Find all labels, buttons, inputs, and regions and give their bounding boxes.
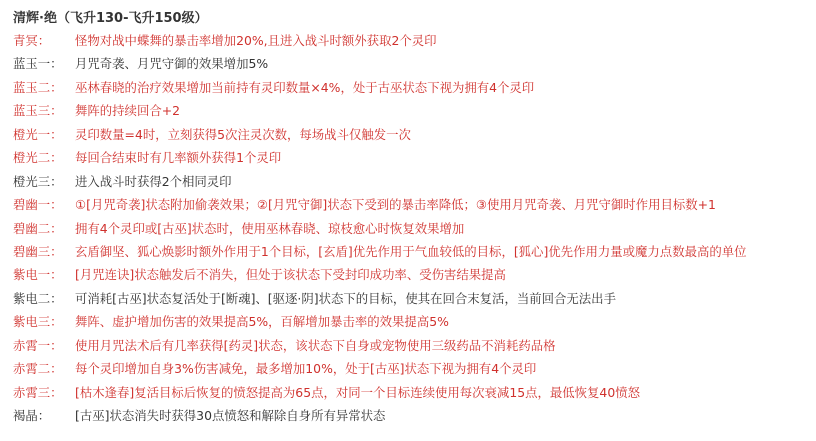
effect-label: 赤霄二： <box>13 361 63 377</box>
effect-text: 玄盾御坚、狐心焕影时额外作用于1个目标，[玄盾]优先作用于气血较低的目标，[狐心]优先作用力量或魔力点数最高的单位 <box>75 243 747 259</box>
effect-label: 青冥： <box>13 33 51 48</box>
effect-text: 每个灵印增加自身3%伤害减免，最多增加10%，处于[古巫]状态下视为拥有4个灵印 <box>75 361 537 377</box>
effect-row <box>13 170 816 193</box>
effect-row <box>13 99 816 122</box>
effect-row <box>13 381 816 404</box>
effect-text: 舞阵、虚护增加伤害的效果提高5%，百解增加暴击率的效果提高5% <box>75 314 449 330</box>
effect-row <box>13 52 816 75</box>
effect-text: 使用月咒法术后有几率获得[药灵]状态，该状态下自身或宠物使用三级药品不消耗药品格 <box>75 337 556 353</box>
effect-row <box>13 310 816 333</box>
effect-text: 每回合结束时有几率额外获得1个灵印 <box>75 150 282 166</box>
effect-row <box>13 287 816 310</box>
effect-label: 碧幽三： <box>13 243 63 259</box>
effect-label: 蓝玉三： <box>13 103 63 119</box>
effect-text: 拥有4个灵印或[古巫]状态时，使用巫林春晓、琼枝愈心时恢复效果增加 <box>75 220 465 236</box>
effect-text: 怪物对战中蝶舞的暴击率增加20%,且进入战斗时额外获取2个灵印 <box>75 33 437 48</box>
effect-row <box>13 334 816 357</box>
effect-label: 紫电二： <box>13 290 63 306</box>
effect-label: 蓝玉二： <box>13 79 63 95</box>
effect-row <box>13 357 816 380</box>
effect-text: [古巫]状态消失时获得30点愤怒和解除自身所有异常状态 <box>75 408 386 423</box>
effect-label: 紫电三： <box>13 314 63 330</box>
effect-row <box>13 146 816 169</box>
effect-label: 碧幽一： <box>13 197 63 213</box>
effect-label: 橙光一： <box>13 126 63 142</box>
effect-text: 月咒奇袭、月咒守御的效果增加5% <box>75 56 269 72</box>
effect-label: 赤霄三： <box>13 384 63 400</box>
page-title: 清辉·绝（飞升130-飞升150级） <box>13 11 208 26</box>
effect-label: 紫电一： <box>13 267 63 283</box>
effect-text: 舞阵的持续回合+2 <box>75 103 180 119</box>
effect-text: 进入战斗时获得2个相同灵印 <box>75 173 232 189</box>
effect-row <box>13 193 816 216</box>
effect-list <box>13 29 816 427</box>
effect-row <box>13 29 816 52</box>
effect-label: 橙光二： <box>13 150 63 166</box>
effect-row <box>13 263 816 286</box>
effect-text: 可消耗[古巫]状态复活处于[断魂]、[驱逐·阴]状态下的目标，使其在回合末复活，当前回合无法出手 <box>75 290 616 306</box>
effect-text: [月咒连诀]状态触发后不消失，但处于该状态下受封印成功率、受伤害结果提高 <box>75 267 506 283</box>
effect-label: 赤霄一： <box>13 337 63 353</box>
effect-row <box>13 123 816 146</box>
effect-text: 巫林春晓的治疗效果增加当前持有灵印数量×4%，处于古巫状态下视为拥有4个灵印 <box>75 79 535 95</box>
effect-label: 橙光三： <box>13 173 63 189</box>
effect-text: 灵印数量=4时，立刻获得5次注灵次数，每场战斗仅触发一次 <box>75 126 411 142</box>
effect-row <box>13 404 816 427</box>
effect-row <box>13 76 816 99</box>
effect-row <box>13 217 816 240</box>
effect-label: 碧幽二： <box>13 220 63 236</box>
effect-label: 褐晶： <box>13 408 51 423</box>
effect-text: ①[月咒奇袭]状态附加偷袭效果；②[月咒守御]状态下受到的暴击率降低；③使用月咒奇袭、月咒守御时作用目标数+1 <box>75 197 716 213</box>
effect-row <box>13 240 816 263</box>
effect-label: 蓝玉一： <box>13 56 63 72</box>
effect-text: [枯木逢春]复活目标后恢复的愤怒提高为65点，对同一个目标连续使用每次衰减15点，最低恢复40愤怒 <box>75 384 640 400</box>
